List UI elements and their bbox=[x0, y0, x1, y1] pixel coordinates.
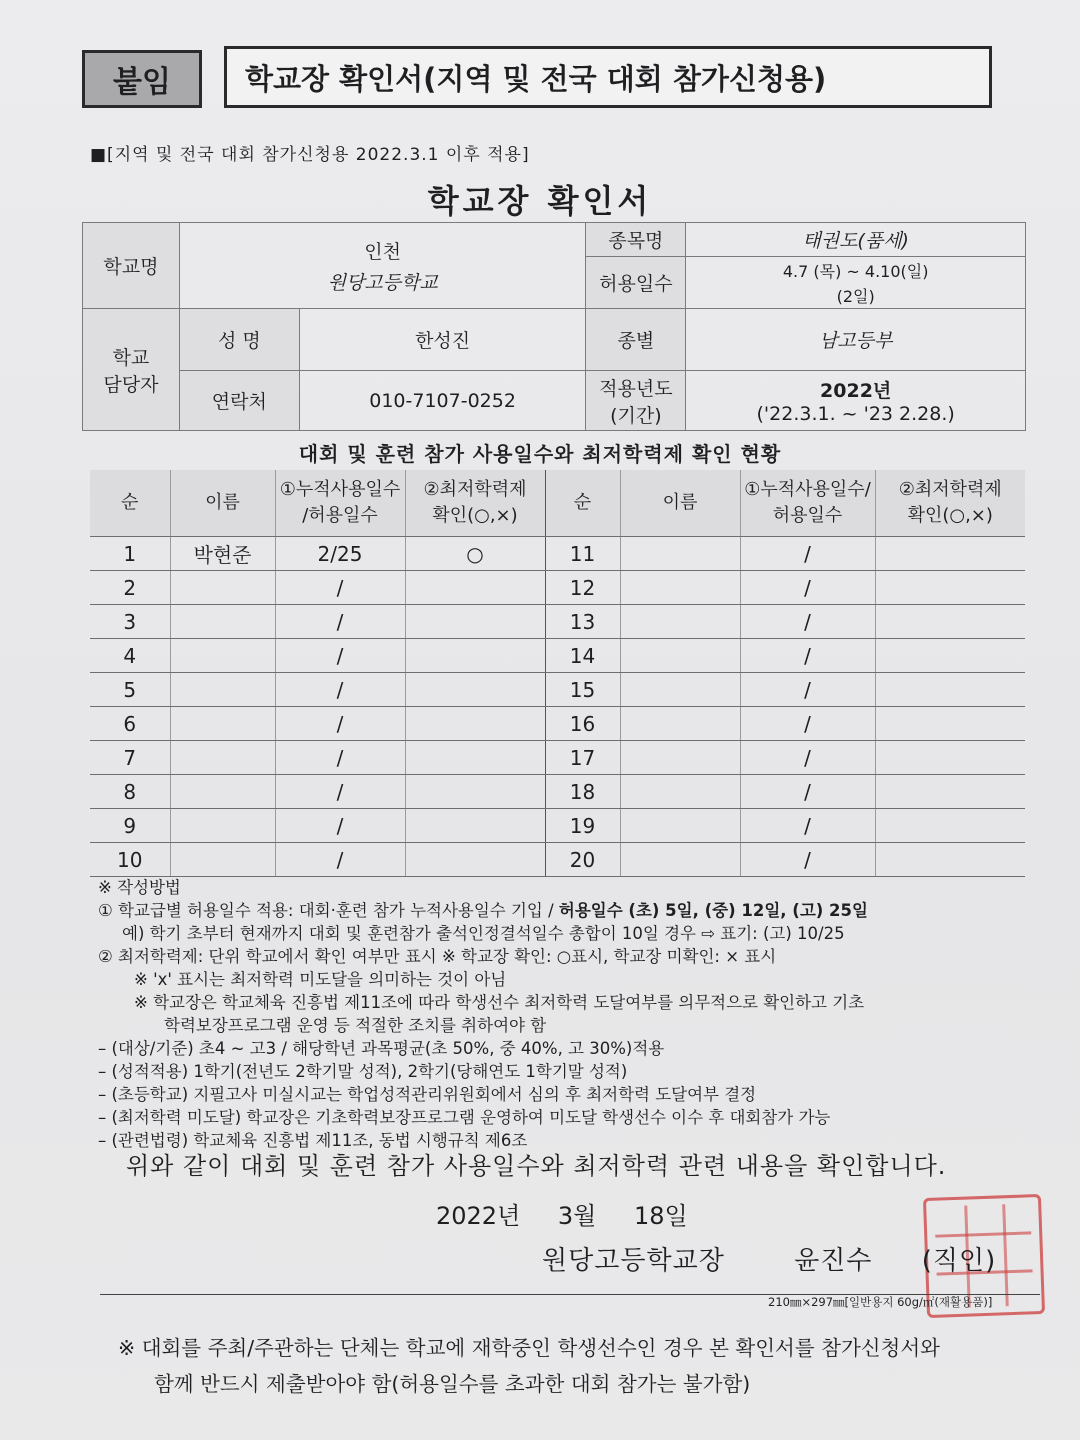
row-no-left: 2 bbox=[90, 571, 170, 605]
footer-note bbox=[118, 1330, 1018, 1402]
section-title: 대회 및 훈련 참가 사용일수와 최저학력제 확인 현황 bbox=[298, 442, 782, 466]
row-name-right bbox=[620, 639, 740, 673]
row-name-right bbox=[620, 741, 740, 775]
note-2-a: ※ 'x' 표시는 최저학력 미도달을 의미하는 것이 아님 bbox=[134, 970, 507, 989]
row-days-left: / bbox=[275, 639, 405, 673]
table-row bbox=[90, 605, 1025, 639]
year-value: 2022년 bbox=[820, 380, 892, 402]
row-name-left bbox=[170, 571, 275, 605]
row-name-left bbox=[170, 639, 275, 673]
row-days-right: / bbox=[740, 809, 875, 843]
row-min-left bbox=[405, 605, 545, 639]
row-no-right: 16 bbox=[545, 707, 620, 741]
table-row bbox=[90, 571, 1025, 605]
contact-label: 연락처 bbox=[179, 371, 299, 431]
row-min-right bbox=[875, 843, 1025, 877]
col-days-right-line2: 허용일수 bbox=[772, 505, 843, 526]
note-2-b2: 학력보장프로그램 운영 등 적절한 조치를 취하여야 함 bbox=[164, 1016, 547, 1035]
year-cell bbox=[686, 371, 1026, 431]
row-no-right: 17 bbox=[545, 741, 620, 775]
table-row bbox=[90, 673, 1025, 707]
detail-1: – (대상/기준) 초4 ~ 고3 / 해당학년 과목평균(초 50%, 중 40%, 고 30%)적용 bbox=[98, 1039, 665, 1058]
allowed-days-count: (2일) bbox=[836, 286, 875, 306]
status-table bbox=[90, 470, 1025, 877]
col-days-right bbox=[740, 470, 875, 537]
status-header-row bbox=[90, 470, 1025, 537]
row-no-left: 1 bbox=[90, 537, 170, 571]
category-value: 남고등부 bbox=[686, 309, 1026, 371]
header-title: 학교장 확인서(지역 및 전국 대회 참가신청용) bbox=[224, 46, 992, 108]
row-name-left bbox=[170, 605, 275, 639]
row-name-right bbox=[620, 775, 740, 809]
year-label-line2: (기간) bbox=[610, 404, 662, 427]
note-2-b1: ※ 학교장은 학교체육 진흥법 제11조에 따라 학생선수 최저학력 도달여부를 의무적으로 확인하고 기초 bbox=[134, 993, 865, 1012]
attachment-tag: 붙임 bbox=[82, 50, 202, 108]
event-value: 태권도(품세) bbox=[686, 223, 1026, 257]
name-label: 성 명 bbox=[179, 309, 299, 371]
row-name-right bbox=[620, 843, 740, 877]
detail-2: – (성적적용) 1학기(전년도 2학기말 성적), 2학기(당해연도 1학기말 성적) bbox=[98, 1062, 628, 1081]
seal-label: (직인) bbox=[921, 1246, 997, 1276]
notes-heading: ※ 작성방법 bbox=[98, 878, 181, 897]
row-name-left bbox=[170, 741, 275, 775]
detail-5: – (관련법령) 학교체육 진흥법 제11조, 동법 시행규칙 제6조 bbox=[98, 1131, 528, 1150]
table-row bbox=[90, 537, 1025, 571]
document-title: 학교장 확인서 bbox=[427, 182, 653, 220]
row-name-right bbox=[620, 571, 740, 605]
row-min-left bbox=[405, 809, 545, 843]
row-name-right bbox=[620, 809, 740, 843]
row-no-left: 7 bbox=[90, 741, 170, 775]
col-min-right-line2: 확인(○,×) bbox=[907, 505, 993, 526]
col-days-right-line1: ①누적사용일수/ bbox=[744, 479, 871, 500]
row-days-left: / bbox=[275, 673, 405, 707]
school-label: 학교명 bbox=[83, 223, 180, 309]
year-label bbox=[586, 371, 686, 431]
signer bbox=[542, 1240, 996, 1277]
col-name-left: 이름 bbox=[170, 470, 275, 537]
col-min-left bbox=[405, 470, 545, 537]
row-no-left: 4 bbox=[90, 639, 170, 673]
row-days-left: / bbox=[275, 775, 405, 809]
row-no-left: 10 bbox=[90, 843, 170, 877]
row-min-left bbox=[405, 775, 545, 809]
allowed-days-label: 허용일수 bbox=[586, 257, 686, 309]
year-period: ('22.3.1. ~ '23 2.28.) bbox=[756, 403, 955, 425]
table-row bbox=[90, 707, 1025, 741]
row-days-left: / bbox=[275, 571, 405, 605]
note-1-example: 예) 학기 초부터 현재까지 대회 및 훈련참가 출석인정결석일수 총합이 10일 경우 ⇨ 표기: (고) 10/25 bbox=[122, 924, 845, 943]
table-row bbox=[90, 639, 1025, 673]
row-min-right bbox=[875, 741, 1025, 775]
row-name-right bbox=[620, 537, 740, 571]
paper-spec: 210㎜×297㎜[일반용지 60g/㎡(재활용품)] bbox=[768, 1295, 993, 1309]
col-min-right-line1: ②최저학력제 bbox=[898, 479, 1002, 500]
row-days-right: / bbox=[740, 639, 875, 673]
writing-instructions bbox=[98, 876, 1038, 1152]
row-no-left: 8 bbox=[90, 775, 170, 809]
row-name-right bbox=[620, 605, 740, 639]
row-no-right: 19 bbox=[545, 809, 620, 843]
row-no-right: 11 bbox=[545, 537, 620, 571]
signer-name: 윤진수 bbox=[794, 1246, 873, 1276]
row-days-left: / bbox=[275, 707, 405, 741]
document-header bbox=[82, 50, 992, 112]
row-min-left bbox=[405, 741, 545, 775]
row-min-right bbox=[875, 809, 1025, 843]
school-cell bbox=[179, 223, 586, 309]
row-no-left: 3 bbox=[90, 605, 170, 639]
row-min-right bbox=[875, 605, 1025, 639]
row-min-right bbox=[875, 571, 1025, 605]
row-min-left bbox=[405, 571, 545, 605]
col-min-right bbox=[875, 470, 1025, 537]
footer-line-1: ※ 대회를 주최/주관하는 단체는 학교에 재학중인 학생선수인 경우 본 확인서를 참가신청서와 bbox=[118, 1336, 940, 1360]
seal-stroke bbox=[1002, 1204, 1009, 1306]
row-name-right bbox=[620, 707, 740, 741]
col-days-left-line1: ①누적사용일수 bbox=[279, 479, 401, 500]
row-min-left bbox=[405, 639, 545, 673]
row-min-right bbox=[875, 707, 1025, 741]
date-year: 2022년 bbox=[436, 1202, 521, 1230]
row-name-left bbox=[170, 809, 275, 843]
row-no-right: 15 bbox=[545, 673, 620, 707]
row-name-left bbox=[170, 673, 275, 707]
row-days-right: / bbox=[740, 843, 875, 877]
row-name-left bbox=[170, 775, 275, 809]
contact-value: 010-7107-0252 bbox=[299, 371, 586, 431]
row-days-left: / bbox=[275, 843, 405, 877]
row-days-left: / bbox=[275, 741, 405, 775]
row-name-right bbox=[620, 673, 740, 707]
col-min-left-line1: ②최저학력제 bbox=[423, 479, 527, 500]
row-name-left: 박현준 bbox=[170, 537, 275, 571]
date-month: 3월 bbox=[557, 1202, 597, 1230]
row-no-right: 13 bbox=[545, 605, 620, 639]
row-no-left: 5 bbox=[90, 673, 170, 707]
col-no-left: 순 bbox=[90, 470, 170, 537]
event-label: 종목명 bbox=[586, 223, 686, 257]
row-min-left: ○ bbox=[405, 537, 545, 571]
table-row bbox=[90, 775, 1025, 809]
manager-label-line1: 학교 bbox=[112, 346, 150, 369]
row-days-left: / bbox=[275, 605, 405, 639]
signer-title: 원당고등학교장 bbox=[542, 1246, 725, 1276]
row-no-right: 18 bbox=[545, 775, 620, 809]
allowed-days-cell bbox=[686, 257, 1026, 309]
col-min-left-line2: 확인(○,×) bbox=[432, 505, 518, 526]
school-name: 원당고등학교 bbox=[327, 271, 438, 294]
note-2: ② 최저학력제: 단위 학교에서 확인 여부만 표시 ※ 학교장 확인: ○표시, 학교장 미확인: × 표시 bbox=[98, 947, 777, 966]
detail-4: – (최저학력 미도달) 학교장은 기초학력보장프로그램 운영하여 미도달 학생선수 이수 후 대회참가 가능 bbox=[98, 1108, 831, 1127]
row-days-left: / bbox=[275, 809, 405, 843]
col-name-right: 이름 bbox=[620, 470, 740, 537]
applies-note: ■[지역 및 전국 대회 참가신청용 2022.3.1 이후 적용] bbox=[90, 145, 530, 165]
row-name-left bbox=[170, 707, 275, 741]
date-day: 18일 bbox=[634, 1202, 688, 1230]
table-row bbox=[90, 741, 1025, 775]
row-days-right: / bbox=[740, 707, 875, 741]
row-no-left: 6 bbox=[90, 707, 170, 741]
row-days-right: / bbox=[740, 571, 875, 605]
row-min-left bbox=[405, 707, 545, 741]
note-1-bold: 허용일수 (초) 5일, (중) 12일, (고) 25일 bbox=[558, 901, 868, 920]
row-no-right: 14 bbox=[545, 639, 620, 673]
allowed-days-range: 4.7 (목) ~ 4.10(일) bbox=[782, 261, 929, 281]
signing-date bbox=[436, 1196, 688, 1231]
row-days-right: / bbox=[740, 537, 875, 571]
row-name-left bbox=[170, 843, 275, 877]
note-1 bbox=[98, 899, 1038, 922]
row-min-right bbox=[875, 537, 1025, 571]
col-days-left bbox=[275, 470, 405, 537]
row-no-right: 20 bbox=[545, 843, 620, 877]
detail-3: – (초등학교) 지필고사 미실시교는 학업성적관리위원회에서 심의 후 최저학력 도달여부 결정 bbox=[98, 1085, 757, 1104]
col-no-right: 순 bbox=[545, 470, 620, 537]
school-region: 인천 bbox=[364, 240, 402, 263]
row-no-right: 12 bbox=[545, 571, 620, 605]
name-value: 한성진 bbox=[299, 309, 586, 371]
row-min-right bbox=[875, 673, 1025, 707]
category-label: 종별 bbox=[586, 309, 686, 371]
note-1-text: ① 학교급별 허용일수 적용: 대회·훈련 참가 누적사용일수 기입 / bbox=[98, 901, 559, 920]
year-label-line1: 적용년도 bbox=[599, 377, 673, 400]
table-row bbox=[90, 843, 1025, 877]
row-days-right: / bbox=[740, 673, 875, 707]
row-min-right bbox=[875, 639, 1025, 673]
confirmation-statement: 위와 같이 대회 및 훈련 참가 사용일수와 최저학력 관련 내용을 확인합니다. bbox=[126, 1152, 947, 1180]
info-table bbox=[82, 222, 1026, 431]
row-days-right: / bbox=[740, 605, 875, 639]
row-days-right: / bbox=[740, 741, 875, 775]
table-row bbox=[90, 809, 1025, 843]
manager-label-line2: 담당자 bbox=[103, 373, 159, 396]
row-min-left bbox=[405, 843, 545, 877]
col-days-left-line2: /허용일수 bbox=[302, 505, 378, 526]
row-days-left: 2/25 bbox=[275, 537, 405, 571]
row-no-left: 9 bbox=[90, 809, 170, 843]
row-days-right: / bbox=[740, 775, 875, 809]
footer-line-2: 함께 반드시 제출받아야 함(허용일수를 초과한 대회 참가는 불가함) bbox=[154, 1372, 751, 1396]
manager-label bbox=[83, 309, 180, 431]
row-min-right bbox=[875, 775, 1025, 809]
row-min-left bbox=[405, 673, 545, 707]
